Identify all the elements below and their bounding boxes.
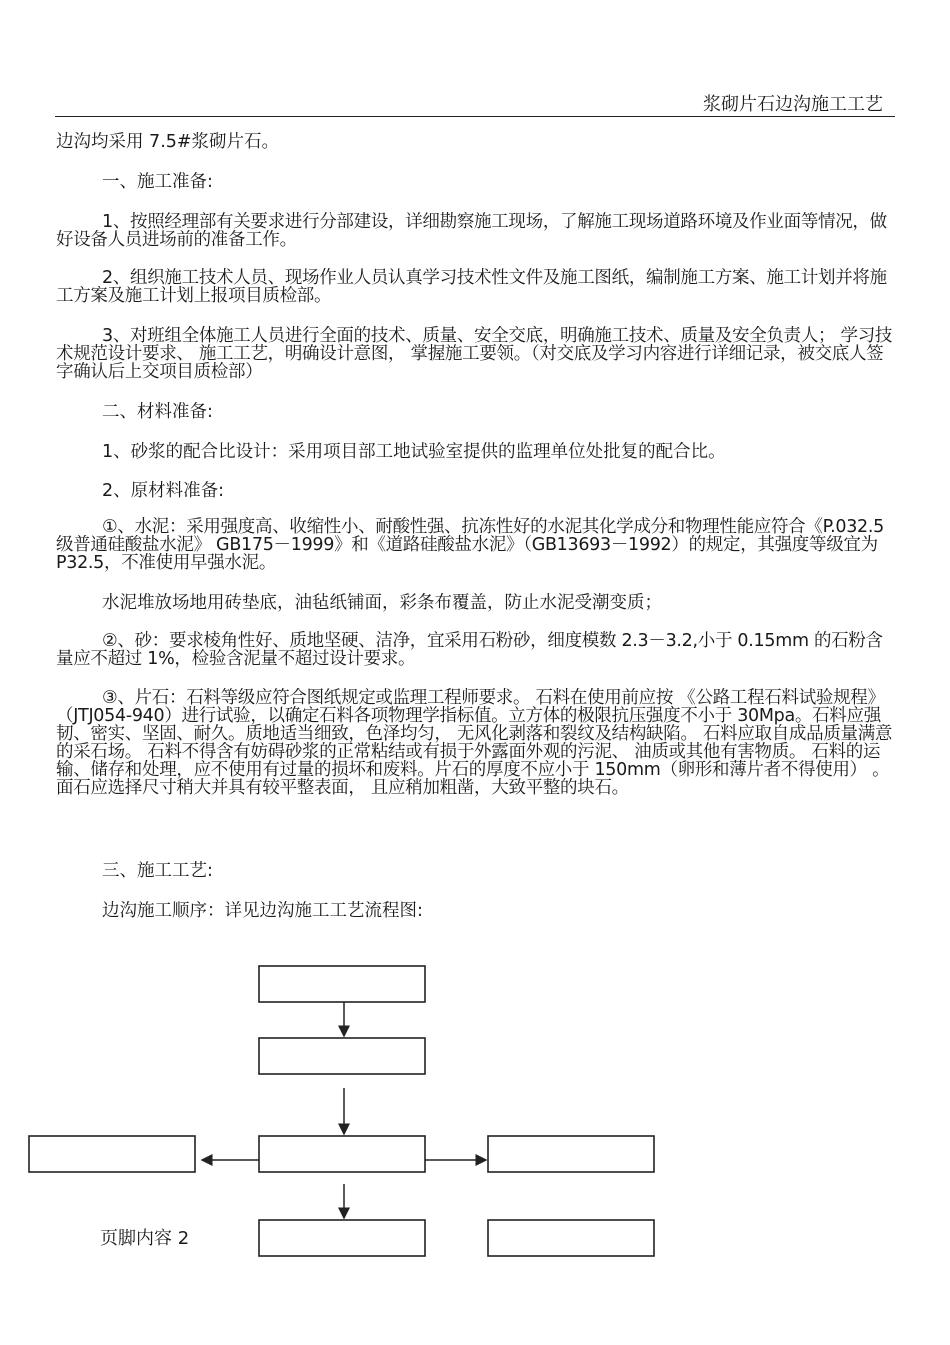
cement-storage-paragraph: 水泥堆放场地用砖垫底，油毡纸铺面，彩条布覆盖，防止水泥受潮变质； (102, 593, 662, 613)
cement-paragraph: ①、水泥：采用强度高、收缩性小、耐酸性强、抗冻性好的水泥其化学成分和物理性能应符合《P.032.5级普通硅酸盐水泥》 GB175－1999》和《道路硅酸盐水泥》（GB13693－1992）的规定，其强度等级宜为 P32.5，不准使用早强水泥。 (56, 517, 884, 573)
section-1-item-3: 3、对班组全体施工人员进行全面的技术、质量、安全交底，明确施工技术、质量及安全负责人； 学习技术规范设计要求、 施工工艺，明确设计意图， 掌握施工要领。（对交底及学习内容进行详细记录，被交底人签字确认后上交项目质检部） (56, 326, 893, 382)
flow-box-2 (259, 1038, 425, 1074)
section-1-item-2: 2、组织施工技术人员、现场作业人员认真学习技术性文件及施工图纸，编制施工方案、施工计划并将施工方案及施工计划上报项目质检部。 (56, 268, 887, 306)
section-2-item-1: 1、砂浆的配合比设计：采用项目部工地试验室提供的监理单位处批复的配合比。 (102, 442, 726, 462)
section-2-title: 二、材料准备: (102, 402, 213, 422)
section-3-title: 三、施工工艺: (102, 861, 213, 881)
rubble-stone-paragraph: ③、片石：石料等级应符合图纸规定或监理工程师要求。 石料在使用前应按 《公路工程石料试验规程》 （JTJ054-940）进行试验，以确定石料各项物理学指标值。立方体的极限抗压强度不小于 30Mpa。石料应强韧、密实、坚固、耐久。质地适当细致，色泽均匀， 无风化剥落和裂纹及结构缺陷。 石料应取自成品质量满意的采石场。 石料不得含有妨碍砂浆的正常粘结或有损于外露面外观的污泥、 油质或其他有害物质。 石料的运输、储存和处理，应不使用有过量的损坏和废料。片石的厚度不应小于 150mm（卵形和薄片者不得使用） 。面石应选择尺寸稍大并具有较平整表面， 且应稍加粗凿，大致平整的块石。 (56, 688, 893, 798)
intro-line: 边沟均采用 7.5#浆砌片石。 (56, 132, 280, 152)
section-2-item-2: 2、原材料准备: (102, 481, 225, 501)
flow-box-center (259, 1136, 425, 1172)
flow-box-1 (259, 966, 425, 1002)
page-footer: 页脚内容 2 (100, 1228, 190, 1249)
section-1-title: 一、施工准备: (102, 172, 213, 192)
section-3-item-1: 边沟施工顺序：详见边沟施工工艺流程图: (102, 901, 423, 921)
section-1-item-1: 1、按照经理部有关要求进行分部建设，详细勘察施工现场，了解施工现场道路环境及作业面等情况，做好设备人员进场前的准备工作。 (56, 212, 887, 250)
header-title: 浆砌片石边沟施工工艺 (703, 94, 883, 115)
page-header (55, 86, 895, 117)
flow-box-bottom (259, 1220, 425, 1256)
flow-box-bottom-right (488, 1220, 654, 1256)
flow-box-right (488, 1136, 654, 1172)
sand-paragraph: ②、砂：要求棱角性好、质地坚硬、洁净，宜采用石粉砂，细度模数 2.3－3.2,小于 0.15mm 的石粉含量应不超过 1%，检验含泥量不超过设计要求。 (56, 631, 883, 669)
flow-box-left (29, 1136, 195, 1172)
